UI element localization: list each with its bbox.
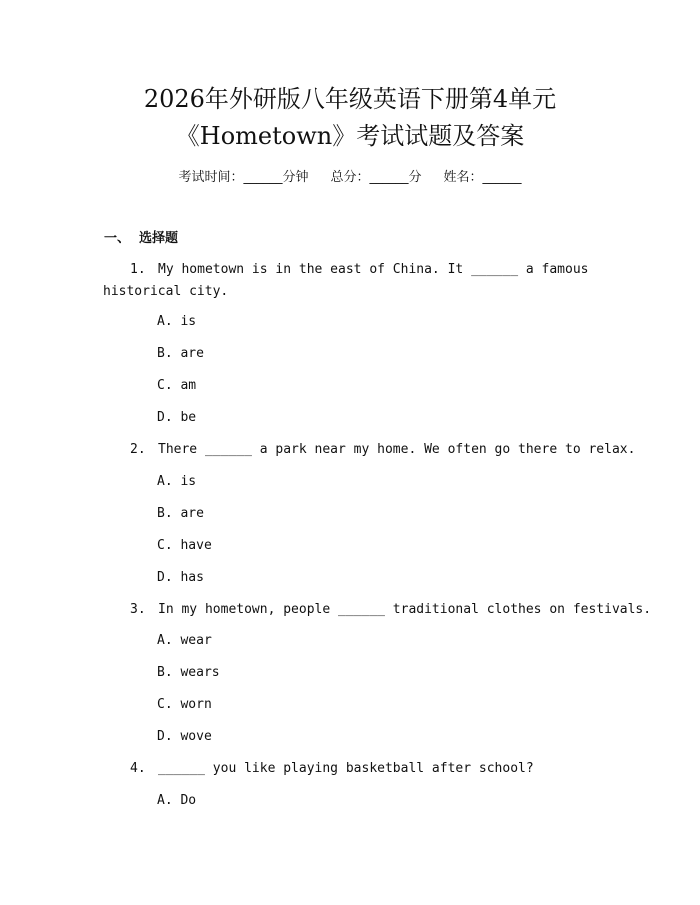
question-2-option-a: A. is [157, 474, 197, 489]
question-3-line1 [130, 599, 651, 620]
student-name-label: 姓名：______ [443, 170, 522, 185]
page-title-line1: 2026年外研版八年级英语下册第4单元 [143, 85, 557, 113]
question-2-option-d: D. has [157, 570, 204, 585]
question-number: 2. [130, 442, 146, 457]
exam-meta [0, 168, 700, 188]
question-number: 4. [130, 761, 146, 776]
question-text: In my hometown, people ______ traditional clothes on festivals. [158, 602, 652, 617]
question-text: There ______ a park near my home. We often go there to relax. [158, 442, 636, 457]
question-text: My hometown is in the east of China. It ______ a famous [158, 262, 589, 277]
question-4-option-a: A. Do [157, 793, 197, 808]
question-1-option-c: C. am [157, 378, 197, 393]
page-title-line2: 《Hometown》考试试题及答案 [175, 122, 525, 150]
question-3-option-d: D. wove [157, 729, 212, 744]
question-1-line2: historical city. [103, 284, 229, 299]
exam-time-label: 考试时间：______分钟 [178, 170, 309, 185]
question-2-option-b: B. are [157, 506, 204, 521]
question-1-option-a: A. is [157, 314, 197, 329]
question-1-option-d: D. be [157, 410, 197, 425]
question-number: 3. [130, 602, 146, 617]
question-1-option-b: B. are [157, 346, 204, 361]
question-1-line1 [130, 259, 588, 280]
question-3-option-a: A. wear [157, 633, 212, 648]
question-3-option-c: C. worn [157, 697, 212, 712]
question-2-option-c: C. have [157, 538, 212, 553]
question-4-line1 [130, 758, 534, 779]
question-number: 1. [130, 262, 146, 277]
total-score-label: 总分：______分 [330, 170, 422, 185]
section-heading: 一、 选择题 [104, 231, 179, 246]
question-3-option-b: B. wears [157, 665, 220, 680]
question-2-line1 [130, 439, 635, 460]
question-text: ______ you like playing basketball after school? [158, 761, 534, 776]
